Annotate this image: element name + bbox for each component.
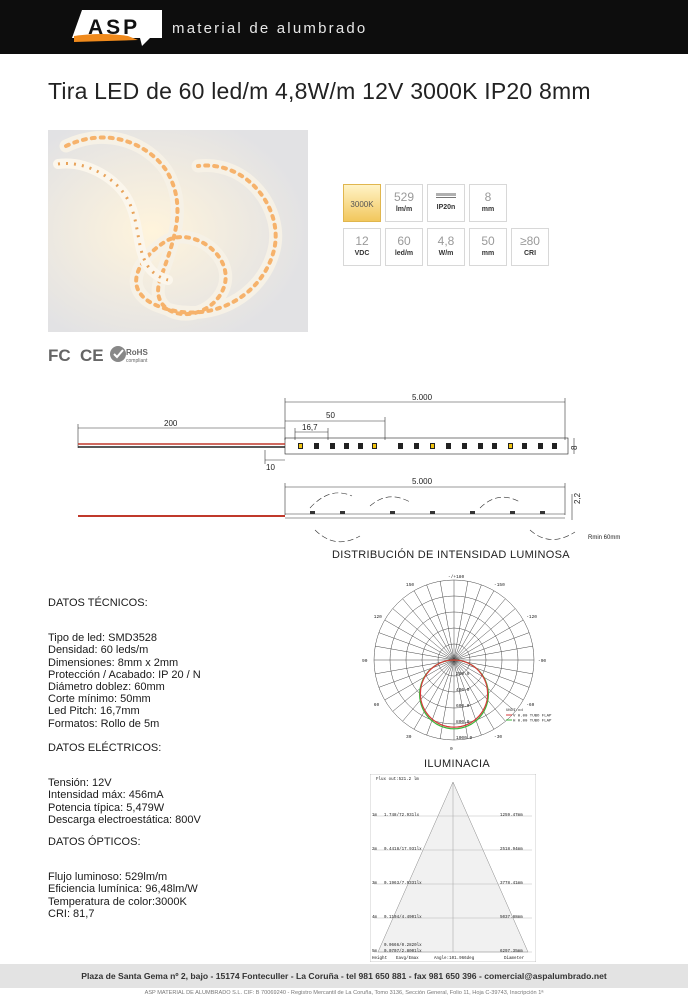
dim-height: 2,2 bbox=[573, 492, 582, 504]
polar-radial-label: 1000.0 bbox=[456, 736, 473, 741]
illum-left-5: 0.0707/2.8001lx bbox=[384, 950, 422, 954]
ip-rating-unit: IP20n bbox=[436, 204, 456, 211]
tecnicos-row: Densidad: 60 leds/m bbox=[48, 644, 149, 657]
led-density-value: 60 bbox=[397, 234, 411, 248]
illum-footer-eavg: Eavg/Emax bbox=[396, 957, 419, 961]
cri-value: ≥80 bbox=[520, 234, 540, 248]
electricos-row: Tensión: 12V bbox=[48, 777, 112, 790]
polar-radial-label: 800.0 bbox=[456, 720, 470, 725]
iluminacia-title: ILUMINACIA bbox=[424, 758, 490, 770]
dim-cut-length: 50 bbox=[326, 411, 335, 420]
polar-angle-label: -150 bbox=[494, 582, 505, 588]
width-unit: mm bbox=[481, 206, 495, 213]
polar-angle-label: 120 bbox=[373, 615, 382, 620]
cut-length-value: 50 bbox=[481, 234, 495, 248]
power-value: 4,8 bbox=[437, 234, 455, 248]
opticos-row: Flujo luminoso: 529lm/m bbox=[48, 871, 168, 884]
width-icon bbox=[469, 184, 507, 222]
ce-mark-icon: CE bbox=[80, 346, 104, 365]
color-temperature-icon bbox=[343, 184, 381, 222]
color-temperature-value: 3000K bbox=[350, 200, 374, 209]
certification-logos bbox=[48, 344, 158, 366]
dim-width: 8 bbox=[570, 445, 579, 450]
rohs-compliant: compliant bbox=[126, 358, 148, 364]
tecnicos-row: Corte mínimo: 50mm bbox=[48, 693, 151, 706]
electricos-row: Potencia típica: 5,479W bbox=[48, 801, 165, 814]
polar-angle-label: -120 bbox=[526, 615, 538, 620]
dim-end-gap: 10 bbox=[266, 463, 275, 472]
header-bar bbox=[0, 0, 688, 54]
illum-header: Flux out:521.2 lm bbox=[376, 778, 419, 782]
led-density-icon bbox=[385, 228, 423, 266]
opticos-row: CRI: 81,7 bbox=[48, 907, 95, 920]
opticos-row: Temperatura de color:3000K bbox=[48, 895, 187, 908]
bend-note: Rmin 60mm bbox=[588, 535, 621, 541]
illum-left-1: 1.748/72.931lx bbox=[384, 814, 420, 818]
tecnicos-row: Tipo de led: SMD3528 bbox=[48, 632, 158, 645]
logo-text: ASP bbox=[88, 16, 141, 39]
dim-cable-length: 200 bbox=[164, 419, 178, 428]
illum-right-3: 3778.41mm bbox=[500, 882, 523, 886]
polar-angle-label: 0 bbox=[450, 747, 453, 752]
polar-angle-label: 30 bbox=[406, 735, 412, 741]
illum-h-3: 3m bbox=[372, 882, 378, 886]
polar-angle-label: 60 bbox=[373, 703, 380, 708]
illum-footer-height: Height bbox=[372, 957, 388, 961]
illum-right-4: 5037.88mm bbox=[500, 916, 523, 920]
polar-angle-label: -90 bbox=[538, 659, 547, 664]
datos-electricos bbox=[48, 742, 338, 826]
polar-legend-unit: UNIT:cd bbox=[506, 709, 523, 713]
polar-legend-v: V 0.00 TUBO FLAP bbox=[513, 714, 552, 719]
voltage-unit: VDC bbox=[354, 250, 370, 257]
illum-footer-angle: Angle:101.966deg bbox=[434, 957, 475, 961]
dim-bottom-length: 5.000 bbox=[412, 477, 433, 486]
illum-left-2: 0.4418/17.931lx bbox=[384, 848, 422, 852]
voltage-value: 12 bbox=[355, 234, 369, 248]
cut-length-icon bbox=[469, 228, 507, 266]
datos-opticos bbox=[48, 836, 338, 920]
spec-icon-grid bbox=[343, 184, 553, 268]
polar-angle-label: 90 bbox=[362, 659, 368, 664]
tecnicos-row: Diámetro doblez: 60mm bbox=[48, 681, 165, 694]
illum-h-2: 2m bbox=[372, 848, 378, 852]
illum-h-5: 5m bbox=[372, 950, 378, 954]
datos-electricos-title: DATOS ELÉCTRICOS: bbox=[48, 742, 162, 754]
polar-radial-label: 200.0 bbox=[456, 672, 470, 677]
power-unit: W/m bbox=[438, 250, 454, 257]
power-icon bbox=[427, 228, 465, 266]
cri-unit: CRI bbox=[523, 250, 537, 257]
dim-top-length: 5.000 bbox=[412, 393, 433, 402]
cut-length-unit: mm bbox=[481, 250, 495, 257]
opticos-row: Eficiencia lumínica: 96,48lm/W bbox=[48, 883, 198, 896]
illum-right-5: 6297.35mm bbox=[500, 950, 523, 954]
polar-intensity-chart bbox=[346, 572, 562, 752]
technical-drawing bbox=[60, 390, 630, 550]
polar-legend-h: H 0.00 TUBO FLAP bbox=[513, 719, 552, 724]
cri-icon bbox=[511, 228, 549, 266]
polar-radial-label: 400.0 bbox=[456, 688, 470, 693]
footer-legal: ASP MATERIAL DE ALUMBRADO S.L. CIF: B 70069240 - Registro Mercantil de La Coruña, Tomo 3136, Sección General, Folio 11, Hoja C-39743, Inscripción 1ª bbox=[144, 990, 544, 996]
footer-address: Plaza de Santa Gema nº 2, bajo - 15174 Fonteculler - La Coruña - tel 981 650 881 - fax 981 650 396 - comercial@aspalumbrado.net bbox=[0, 964, 688, 988]
illum-extra: 0.0666/0.2820lx bbox=[384, 944, 422, 948]
fc-mark-icon: FC bbox=[48, 346, 71, 365]
lumen-icon bbox=[385, 184, 423, 222]
tecnicos-row: Led Pitch: 16,7mm bbox=[48, 705, 140, 718]
page-title: Tira LED de 60 led/m 4,8W/m 12V 3000K IP20 8mm bbox=[48, 78, 591, 104]
product-photo bbox=[48, 130, 308, 332]
electricos-row: Descarga electroestática: 800V bbox=[48, 813, 201, 826]
illum-right-1: 1259.47mm bbox=[500, 814, 523, 818]
distribution-title: DISTRIBUCIÓN DE INTENSIDAD LUMINOSA bbox=[332, 549, 570, 561]
illum-h-4: 4m bbox=[372, 916, 378, 920]
electricos-row: Intensidad máx: 456mA bbox=[48, 789, 164, 802]
polar-label-top: -/+180 bbox=[448, 575, 465, 580]
datos-tecnicos bbox=[48, 597, 338, 730]
tecnicos-row: Formatos: Rollo de 5m bbox=[48, 717, 160, 730]
width-value: 8 bbox=[484, 190, 492, 204]
polar-radial-label: 600.0 bbox=[456, 704, 470, 709]
lumen-value: 529 bbox=[393, 190, 415, 204]
header-tagline: material de alumbrado bbox=[172, 20, 368, 37]
illum-left-3: 0.1963/7.9331lx bbox=[384, 882, 422, 886]
rohs-check-icon bbox=[110, 346, 126, 362]
led-density-unit: led/m bbox=[394, 250, 414, 257]
ip-rating-icon bbox=[427, 184, 465, 222]
polar-angle-label: -60 bbox=[526, 703, 535, 708]
tecnicos-row: Dimensiones: 8mm x 2mm bbox=[48, 656, 179, 669]
illuminance-chart bbox=[370, 774, 536, 962]
datos-opticos-title: DATOS ÓPTICOS: bbox=[48, 836, 141, 848]
illum-footer-diameter: Diameter bbox=[504, 957, 525, 961]
polar-angle-label: 150 bbox=[406, 582, 415, 588]
tecnicos-row: Protección / Acabado: IP 20 / N bbox=[48, 668, 201, 681]
polar-angle-label: -30 bbox=[494, 735, 503, 741]
datos-tecnicos-title: DATOS TÉCNICOS: bbox=[48, 597, 148, 609]
lumen-unit: lm/m bbox=[395, 206, 413, 213]
illum-left-4: 0.1104/4.4901lx bbox=[384, 916, 422, 920]
dim-pitch: 16,7 bbox=[302, 423, 318, 432]
voltage-icon bbox=[343, 228, 381, 266]
illum-right-2: 2518.94mm bbox=[500, 848, 523, 852]
illum-h-1: 1m bbox=[372, 814, 378, 818]
ip-strip-glyph bbox=[428, 189, 464, 203]
rohs-mark: RoHS bbox=[126, 348, 148, 357]
